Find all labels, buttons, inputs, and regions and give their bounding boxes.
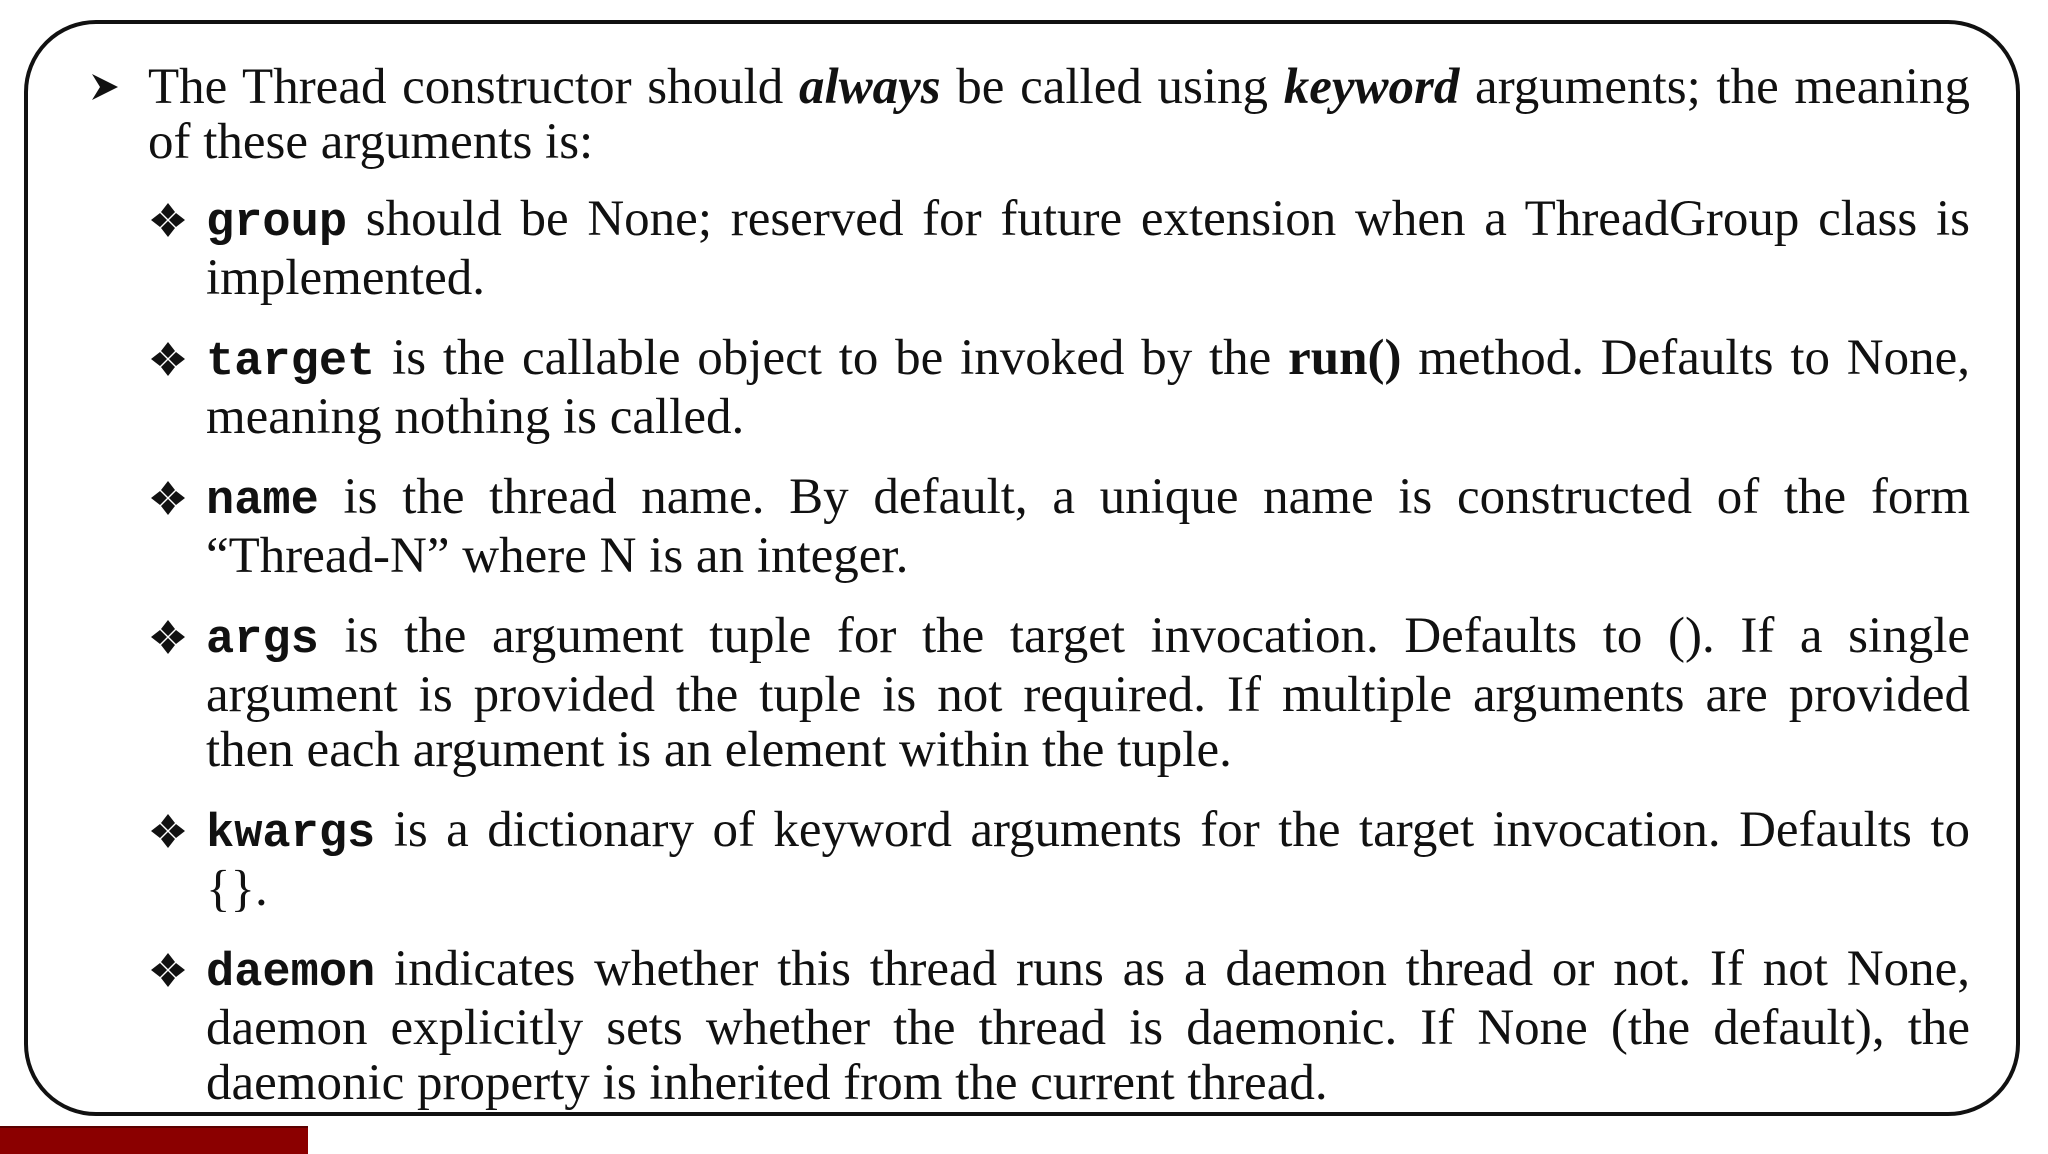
argument-description-continued: method. Defaults to None, meaning nothing is called. [206,330,1970,445]
argument-item-target [90,331,1970,445]
intro-bullet [90,60,1970,170]
argument-keyword: group [206,197,348,250]
four-diamond-icon [150,480,186,516]
four-diamond-icon [150,813,186,849]
four-diamond-icon [150,952,186,988]
footer-accent-bar [0,1126,308,1154]
argument-description: is the thread name. By default, a unique name is constructed of the form “Thread-N” where N is an integer. [206,469,1970,584]
four-diamond-icon [150,202,186,238]
argument-list [90,192,1970,1111]
argument-description: should be None; reserved for future extension when a ThreadGroup class is implemented. [206,191,1970,306]
argument-keyword: name [206,475,319,528]
argument-keyword: target [206,336,376,389]
slide-content [90,60,1970,1136]
argument-item-name [90,470,1970,584]
argument-keyword: args [206,614,319,667]
intro-emphasis-keyword: keyword [1283,59,1460,115]
argument-description: is a dictionary of keyword arguments for the target invocation. Defaults to {}. [206,802,1970,917]
argument-description: is the argument tuple for the target invocation. Defaults to (). If a single argument is provided the tuple is not required. If multiple arguments are provided then each argument is an element within the tuple. [206,608,1970,778]
intro-text-2: be called using [940,59,1284,115]
argument-item-daemon [90,942,1970,1111]
argument-item-kwargs [90,803,1970,917]
argument-keyword: daemon [206,947,376,1000]
argument-keyword: kwargs [206,808,376,861]
intro-text-1: The Thread constructor should [148,59,799,115]
run-method-text: run() [1288,330,1402,386]
argument-description: indicates whether this thread runs as a daemon thread or not. If not None, daemon explicitly sets whether the thread is daemonic. If None (the default), the daemonic property is inherited from the current thread. [206,941,1970,1111]
argument-description: is the callable object to be invoked by the [375,330,1289,386]
arrowhead-icon [90,72,120,102]
four-diamond-icon [150,619,186,655]
argument-item-group [90,192,1970,306]
intro-emphasis-always: always [798,59,941,115]
intro-text-3: arguments; the meaning of these arguments is: [148,59,1971,170]
argument-item-args [90,609,1970,778]
four-diamond-icon [150,341,186,377]
